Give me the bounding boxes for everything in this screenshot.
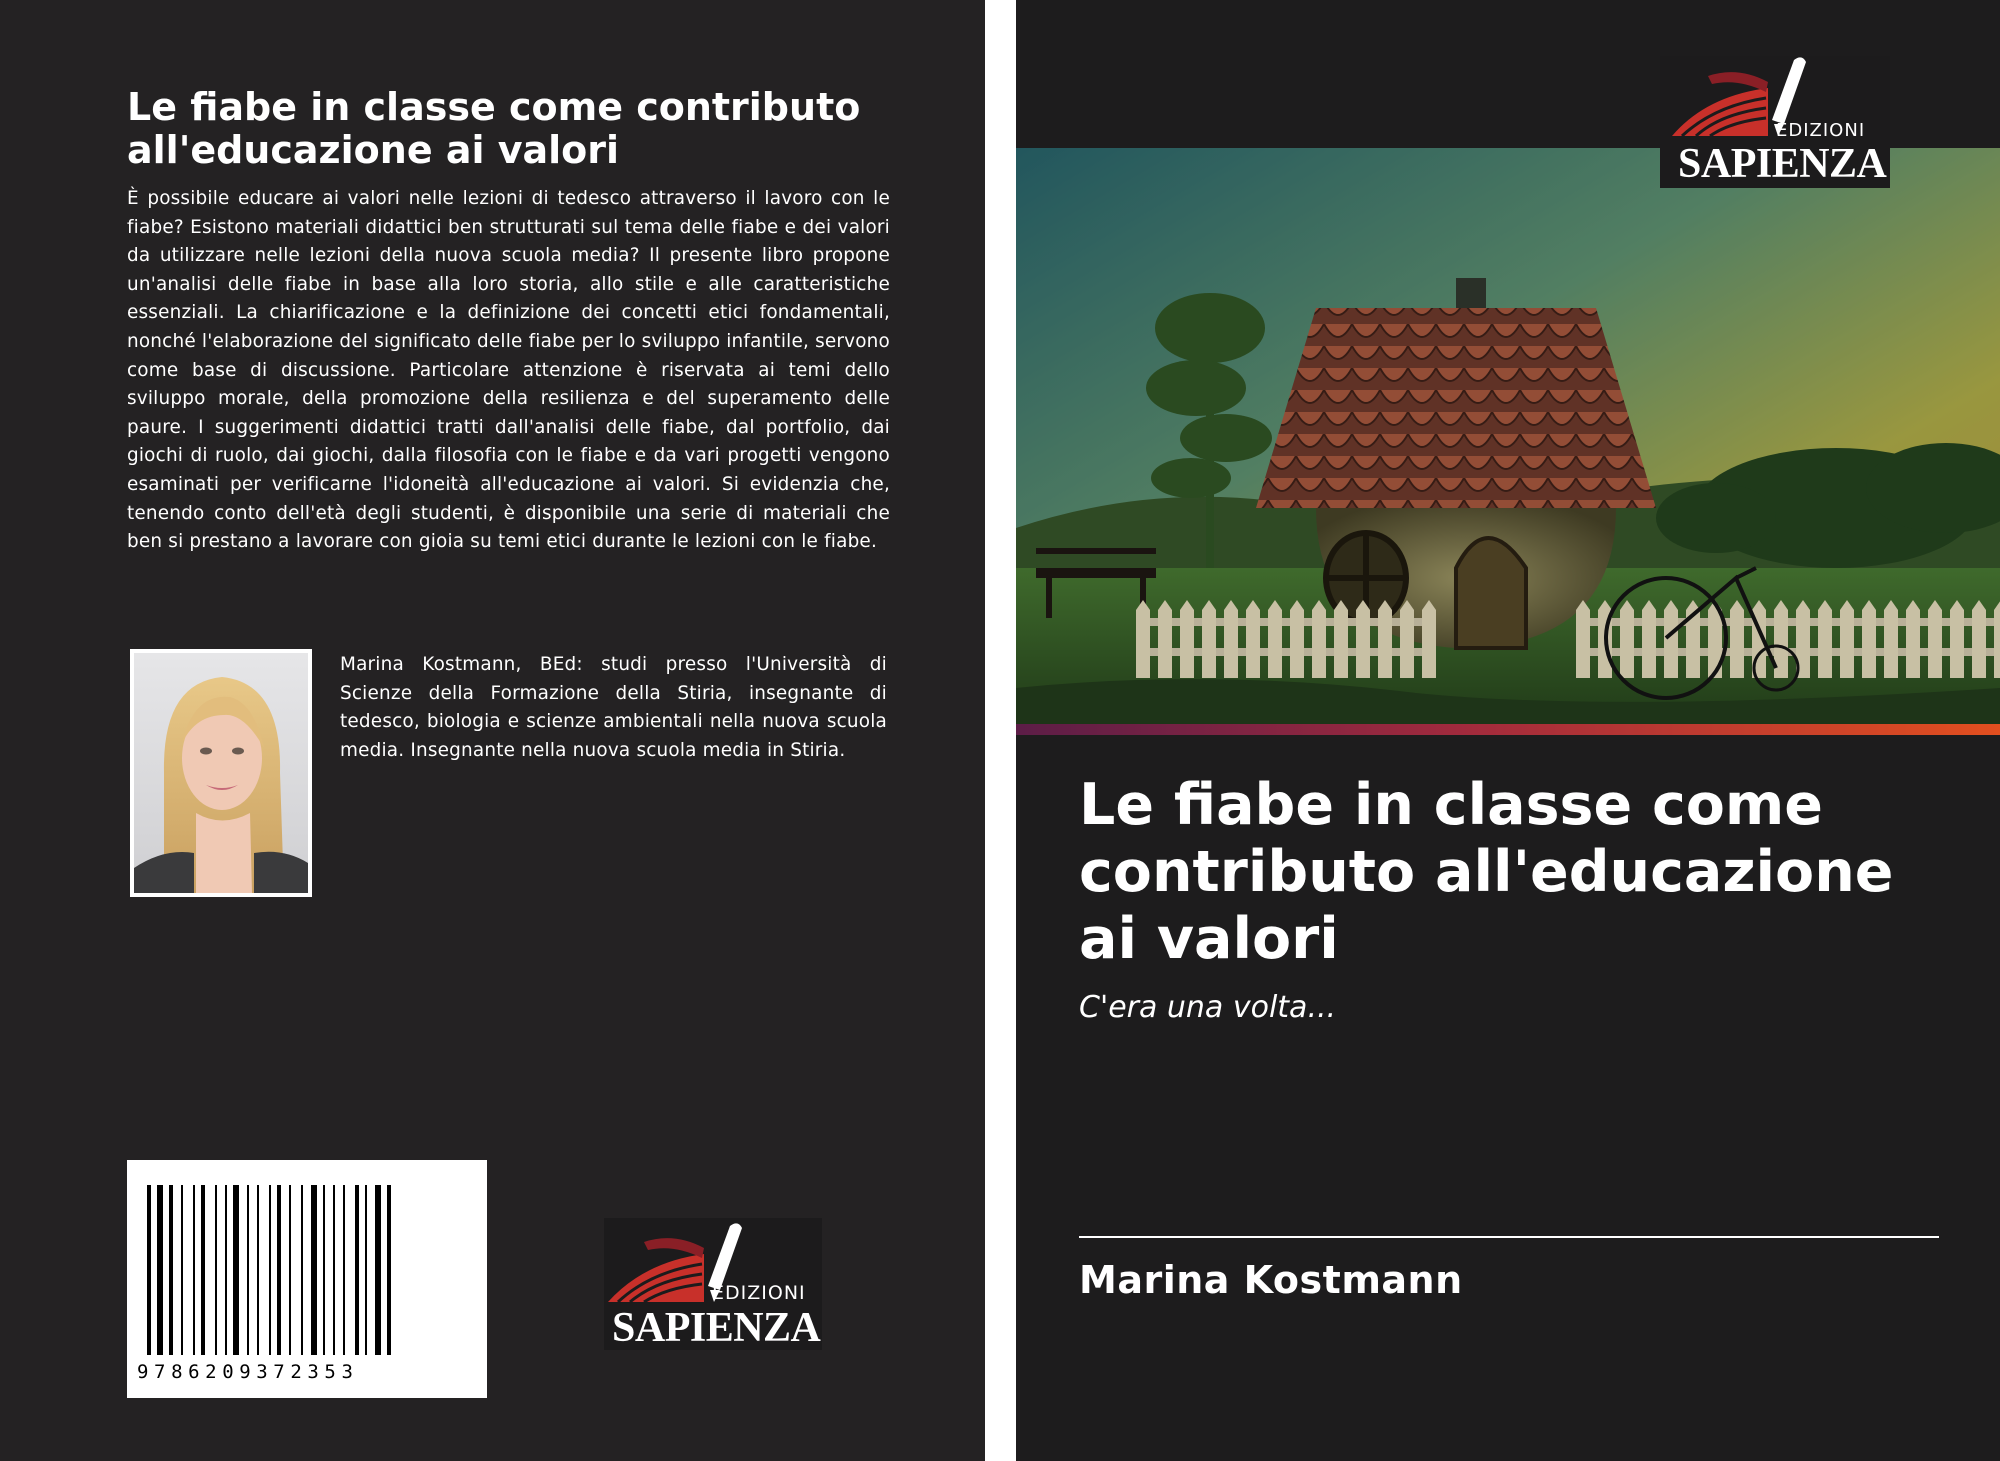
cover-illustration [1016, 148, 2000, 724]
publisher-edizioni-front: EDIZIONI [1776, 120, 1866, 141]
title-divider [1079, 1236, 1939, 1238]
isbn-number: 9786209372353 [137, 1361, 359, 1383]
front-cover-title: Le fiabe in classe come contributo all'educazione ai valori [1079, 772, 1894, 972]
publisher-logo-front [1660, 56, 1890, 188]
cover-stripe [1016, 724, 2000, 735]
back-cover-blurb: È possibile educare ai valori nelle lezioni di tedesco attraverso il lavoro con le fiabe? Esistono materiali didattici ben strutturati sul tema delle fiabe e dei valori da utilizzare nelle lezioni della nuova scuola media? Il presente libro propone un'analisi delle fiabe in base alla loro storia, allo stile e alle caratteristiche essenziali. La chiarificazione e la definizione dei concetti etici fondamentali, nonché l'elaborazione del significato delle fiabe per lo sviluppo infantile, servono come base di discussione. Particolare attenzione è riservata ai temi dello sviluppo morale, della promozione della resilienza e del superamento delle paure. I suggerimenti didattici tratti dall'analisi delle fiabe, dal portfolio, dai giochi di ruolo, dai giochi, dalla filosofia con le fiabe e da vari progetti vengono esaminati per verificarne l'idoneità all'educazione ai valori. Si evidenzia che, tenendo conto dell'età degli studenti, è disponibile una serie di materiali che ben si prestano a lavorare con gioia su temi etici durante le lezioni con le fiabe. [127, 188, 890, 553]
author-photo [130, 649, 312, 897]
front-cover-subtitle: C'era una volta... [1079, 990, 1337, 1025]
back-cover-title: Le fiabe in classe come contributo all'educazione ai valori [127, 85, 861, 172]
barcode-bars [147, 1185, 467, 1365]
barcode [127, 1160, 487, 1398]
front-cover-author: Marina Kostmann [1079, 1258, 1463, 1302]
publisher-logo-back [604, 1218, 822, 1350]
publisher-sapienza-front: SAPIENZA [1678, 141, 1887, 187]
author-bio: Marina Kostmann, BEd: studi presso l'Università di Scienze della Formazione della Stiria, insegnante di tedesco, biologia e scienze ambientali nella nuova scuola media. Insegnante nella nuova scuola media in Stiria. [340, 654, 887, 761]
publisher-edizioni: EDIZIONI [712, 1282, 806, 1304]
publisher-sapienza: SAPIENZA [612, 1305, 821, 1351]
